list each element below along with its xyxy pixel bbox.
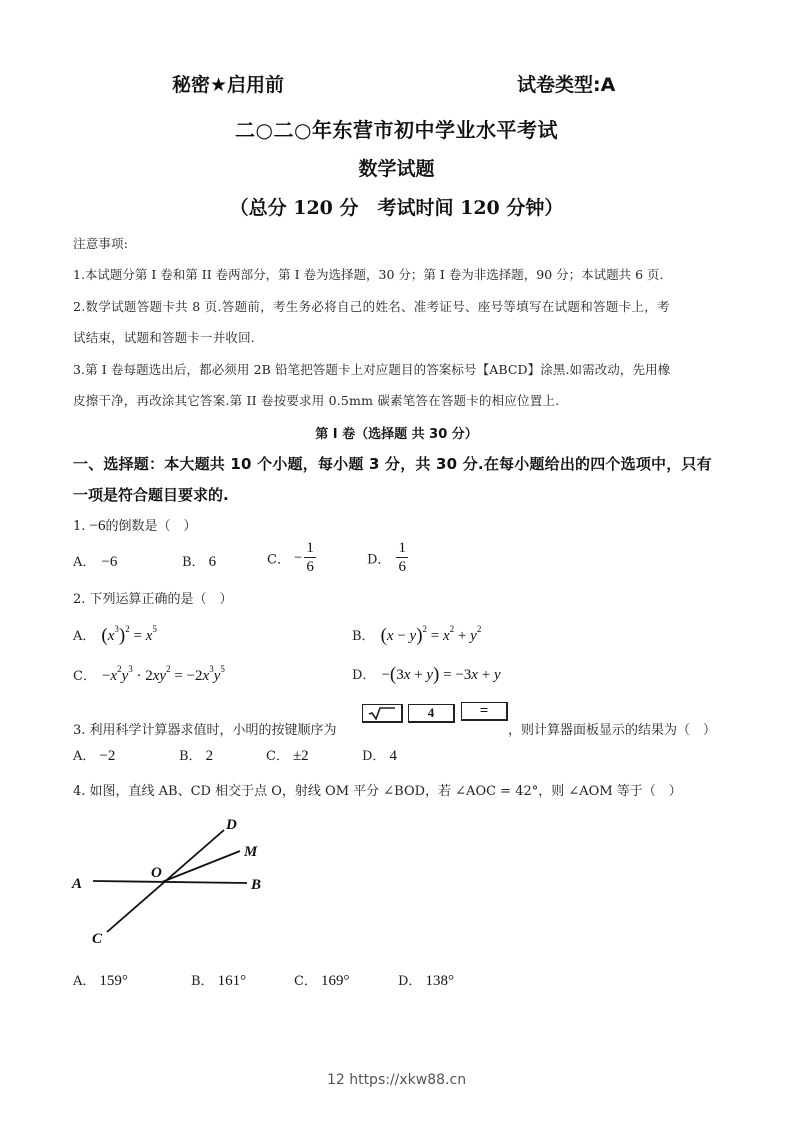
- option-value: $(x - y)^2 = x^2 + y^2$: [380, 624, 482, 646]
- calculator-key-sqrt: [362, 704, 403, 723]
- option-value: 6: [208, 554, 217, 570]
- option-value: 2: [205, 748, 214, 764]
- option-value: −(3x + y) = −3x + y: [381, 664, 501, 685]
- question-1-option-a[interactable]: [73, 551, 117, 571]
- notes-heading: 注意事项:: [73, 236, 129, 251]
- option-label: B．: [352, 629, 375, 644]
- denominator: 6: [306, 559, 314, 575]
- question-1-option-b[interactable]: [182, 551, 216, 571]
- option-label: D．: [362, 749, 386, 764]
- numerator: 1: [306, 540, 314, 556]
- page-footer: 12 https://xkw88.cn: [326, 1072, 467, 1088]
- question-2-option-a[interactable]: [73, 624, 157, 647]
- question-4-option-a[interactable]: [73, 970, 128, 990]
- calculator-key-4: 4: [408, 704, 455, 723]
- option-label: C．: [267, 552, 290, 568]
- option-value: 159°: [99, 973, 128, 989]
- section-title: 第 I 卷（选择题 共 30 分）: [315, 427, 478, 442]
- question-2-option-b[interactable]: [352, 624, 481, 647]
- notes-line-3: 试结束，试题和答题卡一并收回.: [73, 330, 255, 345]
- question-text: 的倒数是（ ）: [105, 519, 197, 534]
- notes-line-2: 2.数学试题答题卡共 8 页.答题前，考生务必将自己的姓名、准考证号、座号等填写在试题和答题卡上，考: [73, 299, 670, 314]
- exam-title: 二○二○年东营市初中学业水平考试: [235, 118, 558, 142]
- question-3-stem-suffix: ，则计算器面板显示的结果为（ ）: [508, 723, 717, 738]
- option-value: −6: [101, 554, 118, 570]
- option-value: 138°: [425, 973, 454, 989]
- question-math: −6: [89, 518, 106, 534]
- option-value: 169°: [320, 973, 350, 989]
- option-label: B．: [182, 555, 205, 570]
- question-4-option-b[interactable]: [191, 970, 246, 990]
- option-label: A．: [73, 629, 96, 644]
- notes-line-5: 皮擦干净，再改涂其它答案.第 II 卷按要求用 0.5mm 碳素笔答在答题卡的相应位置上.: [73, 393, 560, 408]
- option-label: D．: [398, 974, 422, 989]
- point-label-a: A: [72, 876, 83, 892]
- option-value: $-x^2y^3 \cdot 2xy^2 = -2x^3y^5$: [101, 664, 225, 684]
- question-3-option-d[interactable]: [362, 745, 397, 765]
- question-2-option-d[interactable]: [352, 664, 501, 686]
- question-4-option-c[interactable]: [294, 970, 349, 990]
- question-3-option-a[interactable]: [73, 745, 115, 765]
- question-3-option-b[interactable]: [179, 745, 213, 765]
- question-3-stem-prefix: 3. 利用科学计算器求值时，小明的按键顺序为: [73, 723, 337, 738]
- denominator: 6: [398, 559, 406, 575]
- subject-title: 数学试题: [358, 158, 435, 180]
- notes-line-1: 1.本试题分第 I 卷和第 II 卷两部分，第 I 卷为选择题，30 分；第 I 卷为非选择题，90 分；本试题共 6 页.: [73, 267, 664, 282]
- question-1-option-d[interactable]: [367, 541, 408, 575]
- option-label: B．: [191, 974, 214, 989]
- question-3-option-c[interactable]: [266, 745, 309, 765]
- point-label-c: C: [92, 931, 103, 947]
- point-label-m: M: [244, 844, 258, 860]
- question-4-option-d[interactable]: [398, 970, 454, 990]
- option-label: D．: [352, 668, 376, 683]
- score-time-info: （总分 120 分 考试时间 120 分钟）: [229, 197, 564, 219]
- option-label: C．: [73, 669, 96, 684]
- calculator-key-equals: =: [461, 702, 508, 721]
- option-label: A．: [73, 555, 96, 570]
- geometry-figure: [60, 810, 280, 955]
- point-label-o: O: [151, 865, 162, 881]
- option-label: B．: [179, 749, 202, 764]
- option-value: 161°: [217, 973, 247, 989]
- numerator: 1: [398, 540, 406, 556]
- question-2-stem: 2. 下列运算正确的是（ ）: [73, 592, 233, 607]
- sqrt-icon: [367, 706, 397, 720]
- question-2-option-c[interactable]: [73, 664, 225, 685]
- option-value: 4: [389, 748, 397, 764]
- notes-line-4: 3.第 I 卷每题选出后，都必须用 2B 铅笔把答题卡上对应题目的答案标号【ABCD】涂黑.如需改动，先用橡: [73, 362, 671, 377]
- option-label: D．: [367, 552, 391, 568]
- option-value: $(x^3)^2 = x^5$: [101, 624, 157, 646]
- paper-type-label: 试卷类型:A: [517, 74, 616, 96]
- ray-om: [162, 851, 240, 882]
- point-label-b: B: [251, 877, 262, 893]
- section-instruction-line-2: 一项是符合题目要求的.: [73, 486, 229, 504]
- question-number: 1.: [73, 519, 90, 534]
- question-4-stem: 4. 如图，直线 AB、CD 相交于点 O，射线 OM 平分 ∠BOD，若 ∠AOC = 42°，则 ∠AOM 等于（ ）: [73, 784, 682, 799]
- section-instruction-line-1: 一、选择题：本大题共 10 个小题，每小题 3 分，共 30 分.在每小题给出的四个选项中，只有: [73, 455, 712, 473]
- option-label: A．: [73, 974, 96, 989]
- question-1-stem: [73, 515, 197, 535]
- option-value: ±2: [292, 748, 309, 764]
- option-label: C．: [266, 749, 289, 764]
- confidential-label: 秘密★启用前: [172, 74, 285, 96]
- option-label: C．: [294, 974, 317, 989]
- line-ab: [93, 881, 247, 883]
- option-value: −2: [99, 748, 116, 764]
- fraction: [396, 541, 408, 575]
- option-sign: −: [293, 549, 303, 566]
- fraction: [304, 541, 316, 575]
- option-label: A．: [73, 749, 96, 764]
- point-label-d: D: [226, 817, 237, 833]
- question-1-option-c[interactable]: [267, 541, 316, 575]
